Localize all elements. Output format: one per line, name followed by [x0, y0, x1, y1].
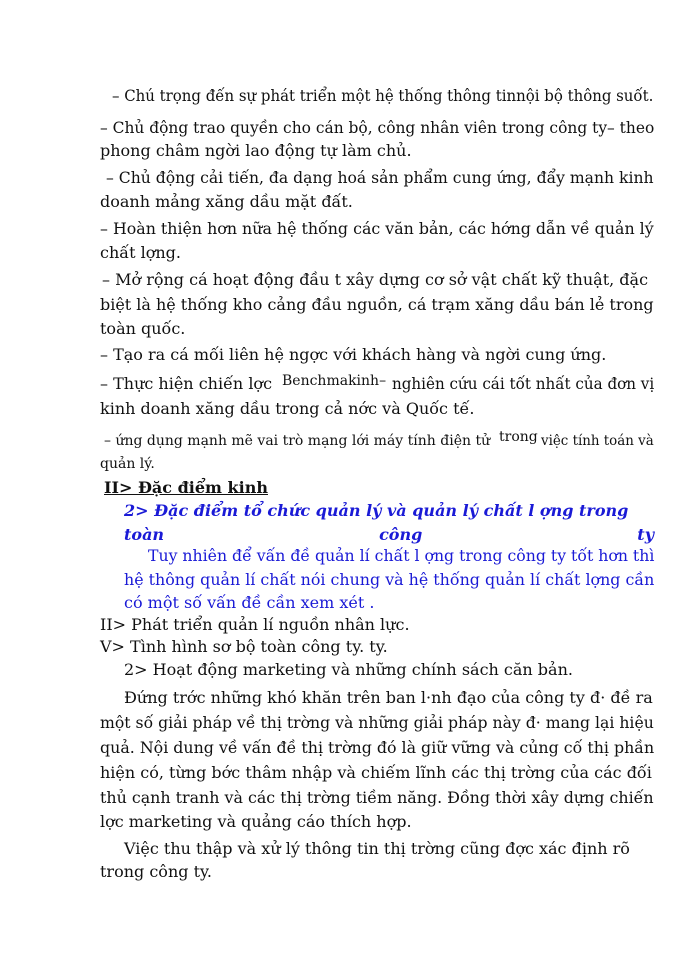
section-item: V> Tình hình sơ bộ toàn công ty. ty. — [100, 637, 388, 656]
bullet-line: – Tạo ra cá mối liên hệ ngợc với khách hàng và ngời cung ứng. — [100, 345, 607, 364]
bullet-line: – Chủ động trao quyền cho cán bộ, công nhân viên trong công ty– theo — [100, 118, 655, 137]
bullet-line-cont: doanh mảng xăng dầu mặt đất. — [100, 192, 353, 211]
section-item: II> Phát triển quản lí nguồn nhân lực. — [100, 615, 410, 634]
inline-term: trong — [499, 429, 538, 445]
section-heading: II> Đặc điểm kinh — [104, 478, 268, 497]
bullet-line-cont: biệt là hệ thống kho cảng đầu nguồn, cá trạm xăng dầu bán lẻ trong — [100, 295, 654, 314]
bullet-line: – Chú trọng đến sự phát triển một hệ thống thông tinnội bộ thông suốt. — [112, 86, 654, 105]
inline-term: Benchmakinh– — [282, 373, 387, 389]
bullet-line-part: – Thực hiện chiến lợc — [100, 374, 273, 393]
paragraph-line: thủ cạnh tranh và các thị trờng tiềm năng. Đồng thời xây dựng chiến — [100, 788, 654, 807]
paragraph-line: một số giải pháp về thị trờng và những giải pháp này đ· mang lại hiệu — [100, 713, 654, 732]
bullet-line: – Chủ động cải tiến, đa dạng hoá sản phẩm cung ứng, đẩy mạnh kinh — [106, 168, 654, 187]
heading-word: toàn — [124, 525, 165, 544]
bullet-line: – Mở rộng cá hoạt động đầu t xây dựng cơ sở vật chất kỹ thuật, đặc — [102, 270, 649, 289]
heading-word: công — [379, 525, 423, 544]
subsection-heading: 2> Đặc điểm tổ chức quản lý và quản lý chất l ợng trong — [124, 501, 629, 520]
bullet-line-part: nghiên cứu cái tốt nhất của đơn vị — [392, 374, 655, 393]
paragraph-line: hiện có, từng bớc thâm nhập và chiếm lĩnh các thị trờng của các đối — [100, 763, 652, 782]
bullet-line-part: – ứng dụng mạnh mẽ vai trò mạng lới máy tính điện tử — [104, 433, 491, 449]
heading-word: ty — [637, 525, 654, 544]
bullet-line-cont: kinh doanh xăng dầu trong cả nớc và Quốc tế. — [100, 399, 475, 418]
bullet-line-cont: quản lý. — [100, 456, 155, 472]
bullet-line-part: việc tính toán và — [541, 433, 654, 449]
blue-paragraph-line: Tuy nhiên để vấn đề quản lí chất l ợng trong công ty tốt hơn thì — [148, 546, 655, 565]
section-item: 2> Hoạt động marketing và những chính sách căn bản. — [124, 660, 573, 679]
bullet-line-cont: phong châm ngời lao động tự làm chủ. — [100, 141, 412, 160]
subsection-heading-cont — [124, 525, 654, 545]
paragraph-line: quả. Nội dung về vấn đề thị trờng đó là giữ vững và củng cố thị phần — [100, 738, 655, 757]
bullet-line-cont: chất lợng. — [100, 243, 181, 262]
paragraph-line: Đứng trớc những khó khăn trên ban l·nh đạo của công ty đ· đề ra — [124, 688, 653, 707]
paragraph-line: Việc thu thập và xử lý thông tin thị trờng cũng đợc xác định rõ — [124, 839, 630, 858]
paragraph-line: trong công ty. — [100, 862, 212, 881]
bullet-line: – Hoàn thiện hơn nữa hệ thống các văn bản, các hớng dẫn về quản lý — [100, 219, 654, 238]
blue-paragraph-line: có một số vấn đề cần xem xét . — [124, 593, 375, 612]
bullet-line-cont: toàn quốc. — [100, 319, 186, 338]
paragraph-line: lợc marketing và quảng cáo thích hợp. — [100, 812, 412, 831]
blue-paragraph-line: hệ thông quản lí chất nói chung và hệ thống quản lí chất lợng cần — [124, 570, 655, 589]
